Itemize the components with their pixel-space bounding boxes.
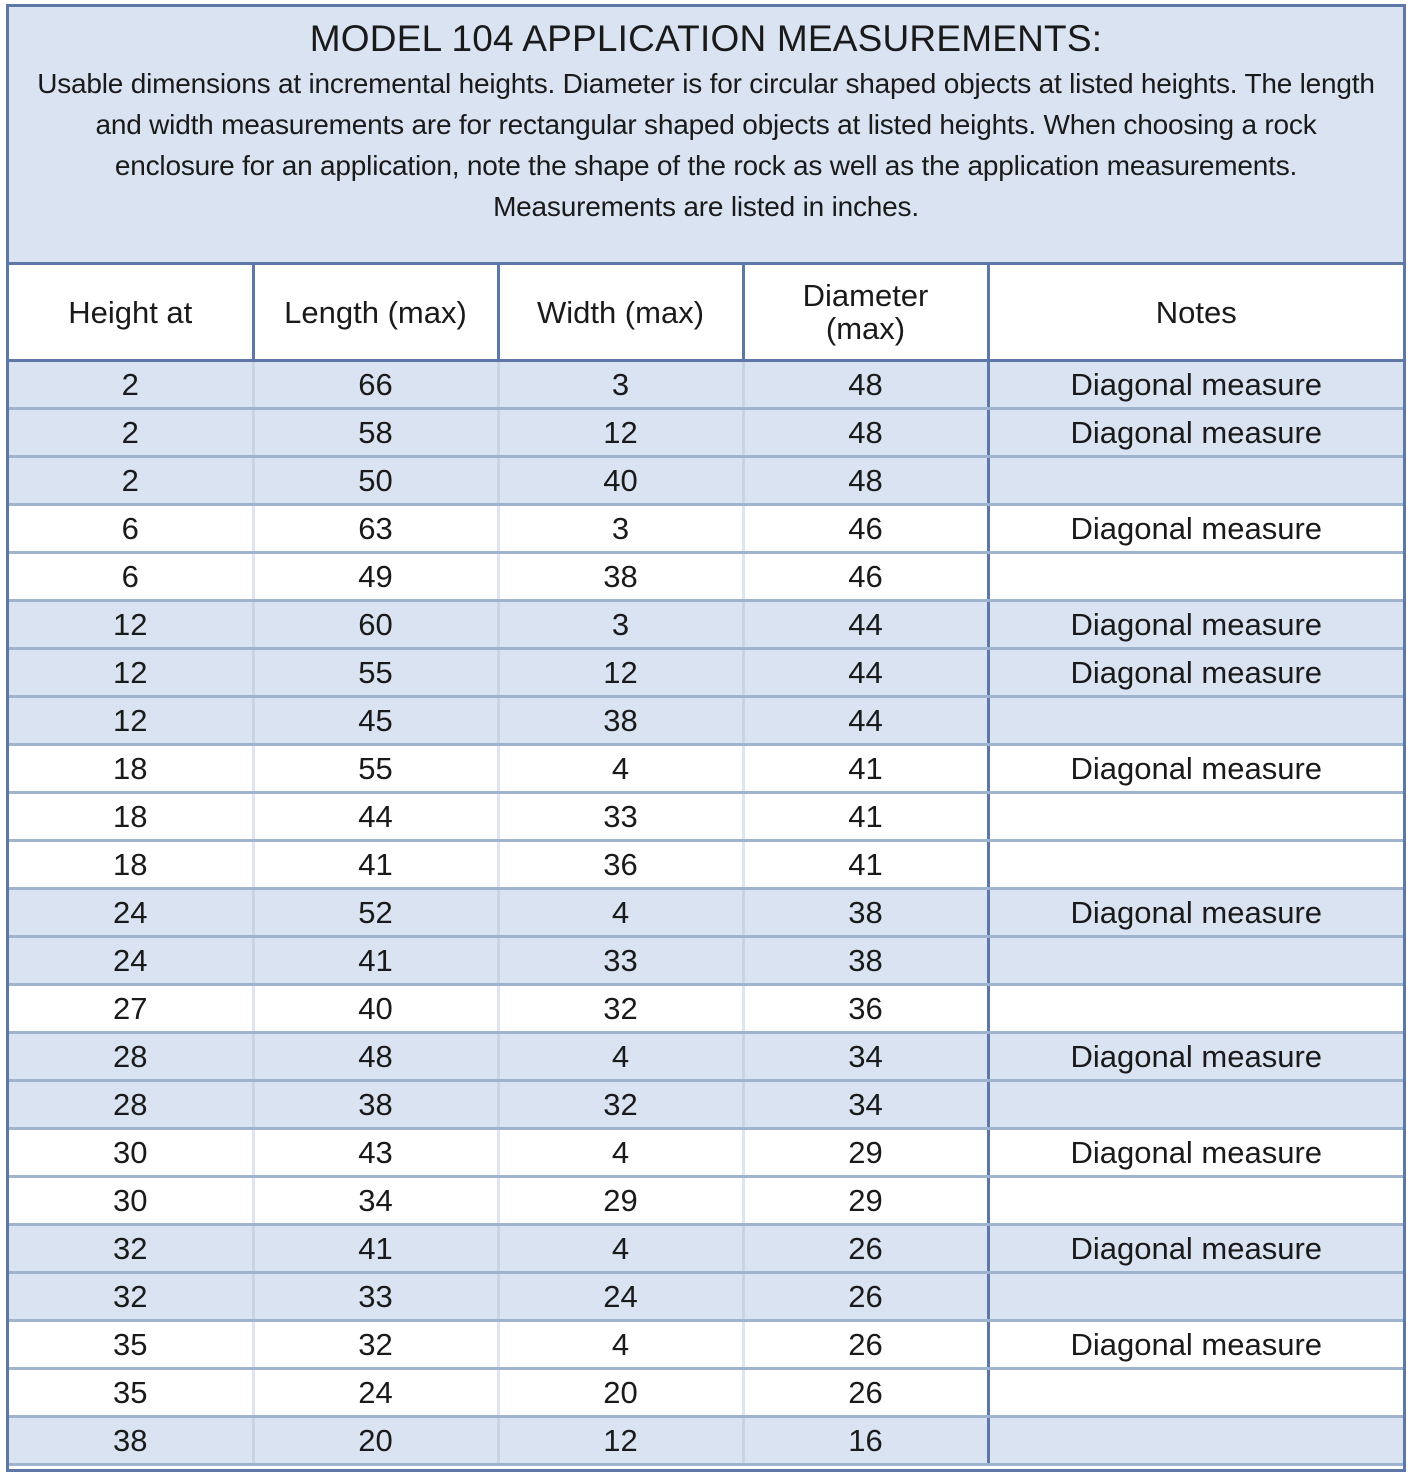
column-header-diameter: Diameter (max) — [743, 265, 988, 361]
cell-height: 18 — [9, 793, 253, 841]
cell-width: 3 — [498, 505, 743, 553]
cell-length: 40 — [253, 985, 498, 1033]
cell-height: 28 — [9, 1033, 253, 1081]
cell-notes: Diagonal measure — [988, 505, 1403, 553]
cell-length: 41 — [253, 937, 498, 985]
cell-length: 60 — [253, 601, 498, 649]
table-row — [9, 457, 1403, 505]
cell-width: 33 — [498, 937, 743, 985]
cell-height: 6 — [9, 553, 253, 601]
table-row — [9, 361, 1403, 409]
cell-notes: Diagonal measure — [988, 649, 1403, 697]
cell-height: 2 — [9, 457, 253, 505]
cell-notes — [988, 985, 1403, 1033]
column-header-height: Height at — [9, 265, 253, 361]
cell-width: 12 — [498, 649, 743, 697]
measurements-sheet — [6, 4, 1406, 1472]
cell-notes: Diagonal measure — [988, 601, 1403, 649]
cell-height: 12 — [9, 649, 253, 697]
cell-notes — [988, 1081, 1403, 1129]
cell-height: 2 — [9, 361, 253, 409]
cell-length: 32 — [253, 1321, 498, 1369]
cell-height: 35 — [9, 1369, 253, 1417]
cell-notes — [988, 697, 1403, 745]
cell-length: 24 — [253, 1369, 498, 1417]
cell-notes — [988, 841, 1403, 889]
cell-height: 18 — [9, 841, 253, 889]
cell-notes — [988, 793, 1403, 841]
cell-diameter: 48 — [743, 409, 988, 457]
cell-diameter: 38 — [743, 937, 988, 985]
cell-length: 55 — [253, 745, 498, 793]
cell-diameter: 41 — [743, 745, 988, 793]
table-row — [9, 697, 1403, 745]
table-header-row — [9, 265, 1403, 361]
cell-diameter: 44 — [743, 601, 988, 649]
cell-width: 32 — [498, 985, 743, 1033]
table-row — [9, 793, 1403, 841]
table-body — [9, 361, 1403, 1465]
cell-height: 28 — [9, 1081, 253, 1129]
page-title: MODEL 104 APPLICATION MEASUREMENTS: — [309, 18, 1103, 59]
cell-height: 18 — [9, 745, 253, 793]
cell-height: 30 — [9, 1177, 253, 1225]
cell-height: 12 — [9, 697, 253, 745]
cell-notes: Diagonal measure — [988, 1129, 1403, 1177]
cell-width: 33 — [498, 793, 743, 841]
cell-diameter: 46 — [743, 505, 988, 553]
cell-width: 3 — [498, 601, 743, 649]
cell-height: 32 — [9, 1273, 253, 1321]
table-row — [9, 1081, 1403, 1129]
cell-height: 32 — [9, 1225, 253, 1273]
cell-length: 20 — [253, 1417, 498, 1465]
cell-notes — [988, 1369, 1403, 1417]
cell-notes — [988, 1417, 1403, 1465]
cell-width: 38 — [498, 553, 743, 601]
cell-diameter: 29 — [743, 1129, 988, 1177]
column-header-notes: Notes — [988, 265, 1403, 361]
table-row — [9, 937, 1403, 985]
cell-length: 55 — [253, 649, 498, 697]
table-row — [9, 1129, 1403, 1177]
cell-length: 41 — [253, 841, 498, 889]
cell-length: 34 — [253, 1177, 498, 1225]
cell-length: 38 — [253, 1081, 498, 1129]
cell-width: 4 — [498, 1225, 743, 1273]
cell-height: 38 — [9, 1417, 253, 1465]
cell-diameter: 26 — [743, 1273, 988, 1321]
cell-diameter: 26 — [743, 1225, 988, 1273]
cell-diameter: 48 — [743, 457, 988, 505]
cell-diameter: 44 — [743, 649, 988, 697]
table-row — [9, 553, 1403, 601]
column-header-length: Length (max) — [253, 265, 498, 361]
table-row — [9, 889, 1403, 937]
cell-notes: Diagonal measure — [988, 1225, 1403, 1273]
cell-width: 4 — [498, 889, 743, 937]
cell-width: 40 — [498, 457, 743, 505]
table-row — [9, 649, 1403, 697]
cell-diameter: 34 — [743, 1081, 988, 1129]
cell-diameter: 26 — [743, 1321, 988, 1369]
cell-width: 24 — [498, 1273, 743, 1321]
cell-diameter: 48 — [743, 361, 988, 409]
cell-width: 38 — [498, 697, 743, 745]
cell-length: 58 — [253, 409, 498, 457]
cell-diameter: 46 — [743, 553, 988, 601]
cell-length: 66 — [253, 361, 498, 409]
table-row — [9, 985, 1403, 1033]
cell-height: 27 — [9, 985, 253, 1033]
cell-length: 50 — [253, 457, 498, 505]
table-row — [9, 1417, 1403, 1465]
cell-width: 12 — [498, 409, 743, 457]
header-panel — [9, 7, 1403, 265]
cell-notes — [988, 553, 1403, 601]
cell-diameter: 36 — [743, 985, 988, 1033]
table-row — [9, 1273, 1403, 1321]
cell-diameter: 41 — [743, 841, 988, 889]
cell-width: 4 — [498, 1033, 743, 1081]
measurements-table — [9, 265, 1403, 1466]
cell-width: 3 — [498, 361, 743, 409]
table-row — [9, 601, 1403, 649]
cell-notes — [988, 1273, 1403, 1321]
cell-notes — [988, 457, 1403, 505]
cell-notes: Diagonal measure — [988, 1033, 1403, 1081]
table-row — [9, 409, 1403, 457]
cell-diameter: 41 — [743, 793, 988, 841]
cell-width: 36 — [498, 841, 743, 889]
cell-diameter: 34 — [743, 1033, 988, 1081]
description-text: Usable dimensions at incremental heights. Diameter is for circular shaped objects at listed heights. The length and width measurements are for rectangular shaped objects at listed heights. When choosing a rock enclosure for an application, note the shape of the rock as well as the application measurements. Measurements are listed in inches. — [37, 68, 1375, 222]
cell-width: 4 — [498, 1321, 743, 1369]
cell-width: 32 — [498, 1081, 743, 1129]
cell-width: 20 — [498, 1369, 743, 1417]
table-row — [9, 1369, 1403, 1417]
cell-diameter: 29 — [743, 1177, 988, 1225]
cell-length: 44 — [253, 793, 498, 841]
column-header-width: Width (max) — [498, 265, 743, 361]
cell-height: 24 — [9, 937, 253, 985]
cell-notes: Diagonal measure — [988, 889, 1403, 937]
cell-height: 2 — [9, 409, 253, 457]
cell-height: 6 — [9, 505, 253, 553]
cell-height: 35 — [9, 1321, 253, 1369]
table-row — [9, 745, 1403, 793]
cell-height: 24 — [9, 889, 253, 937]
cell-length: 49 — [253, 553, 498, 601]
cell-notes: Diagonal measure — [988, 1321, 1403, 1369]
cell-notes — [988, 1177, 1403, 1225]
cell-height: 12 — [9, 601, 253, 649]
table-row — [9, 1225, 1403, 1273]
table-row — [9, 1177, 1403, 1225]
cell-length: 63 — [253, 505, 498, 553]
cell-diameter: 38 — [743, 889, 988, 937]
cell-width: 29 — [498, 1177, 743, 1225]
table-row — [9, 505, 1403, 553]
cell-length: 33 — [253, 1273, 498, 1321]
cell-length: 48 — [253, 1033, 498, 1081]
cell-width: 4 — [498, 745, 743, 793]
table-row — [9, 841, 1403, 889]
cell-diameter: 16 — [743, 1417, 988, 1465]
cell-length: 43 — [253, 1129, 498, 1177]
table-row — [9, 1321, 1403, 1369]
cell-notes: Diagonal measure — [988, 409, 1403, 457]
cell-width: 12 — [498, 1417, 743, 1465]
cell-notes: Diagonal measure — [988, 361, 1403, 409]
cell-notes: Diagonal measure — [988, 745, 1403, 793]
table-row — [9, 1033, 1403, 1081]
cell-diameter: 26 — [743, 1369, 988, 1417]
cell-width: 4 — [498, 1129, 743, 1177]
cell-diameter: 44 — [743, 697, 988, 745]
cell-notes — [988, 937, 1403, 985]
cell-length: 45 — [253, 697, 498, 745]
cell-length: 52 — [253, 889, 498, 937]
cell-length: 41 — [253, 1225, 498, 1273]
cell-height: 30 — [9, 1129, 253, 1177]
